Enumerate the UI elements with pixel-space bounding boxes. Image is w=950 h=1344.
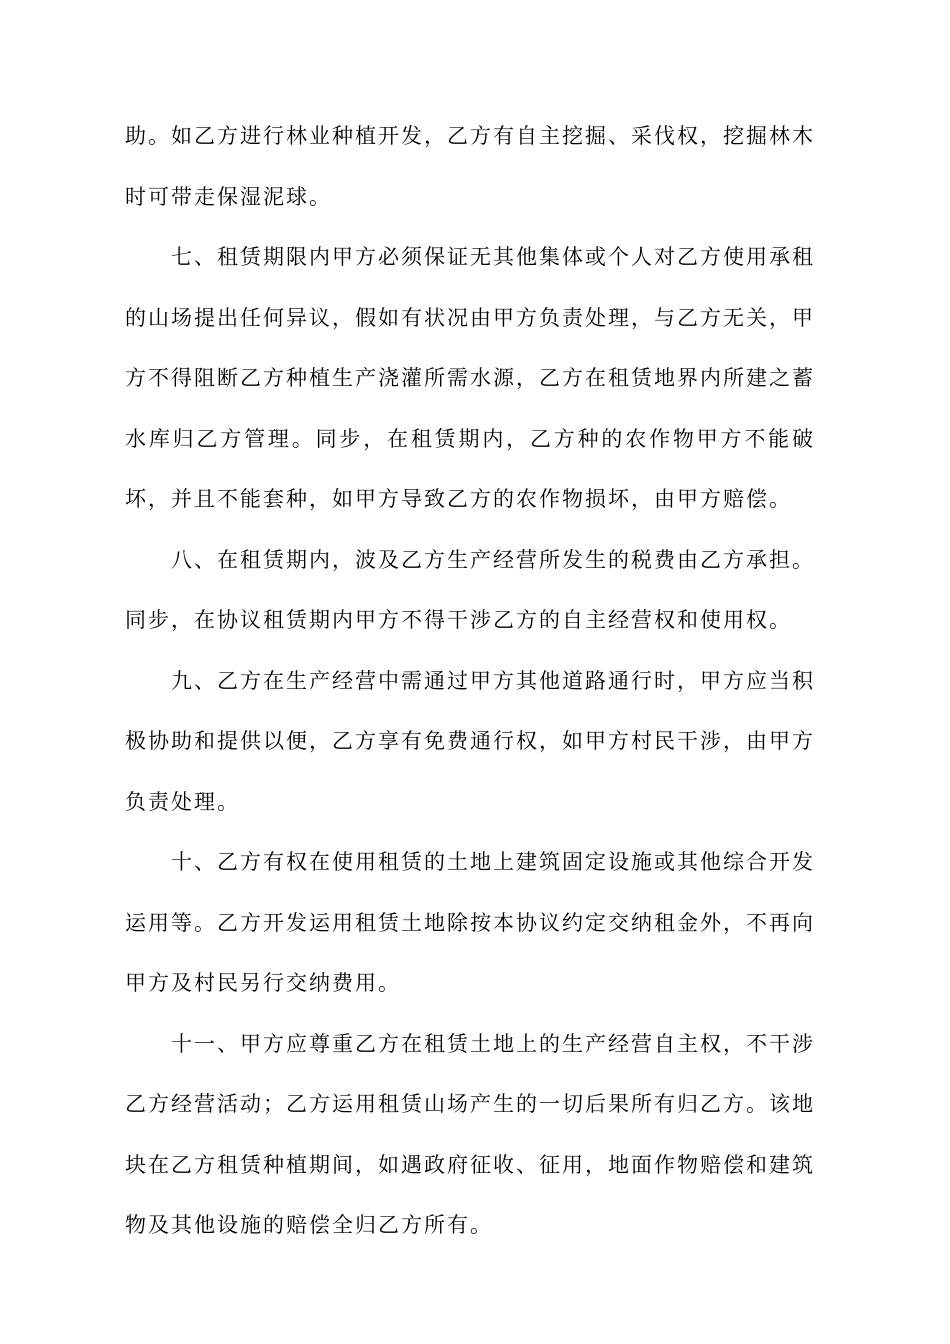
- clause-8: 八、在租赁期内，波及乙方生产经营所发生的税费由乙方承担。同步，在协议租赁期内甲方不得干涉乙方的自主经营权和使用权。: [125, 547, 815, 632]
- paragraph-continuation: 助。如乙方进行林业种植开发，乙方有自主挖掘、采伐权，挖掘林木时可带走保湿泥球。: [125, 124, 815, 209]
- clause-11: 十一、甲方应尊重乙方在租赁土地上的生产经营自主权，不干涉乙方经营活动；乙方运用租赁山场产生的一切后果所有归乙方。该地块在乙方租赁种植期间，如遇政府征收、征用，地面作物赔偿和建筑物及其他设施的赔偿全归乙方所有。: [125, 1031, 815, 1237]
- clause-7: 七、租赁期限内甲方必须保证无其他集体或个人对乙方使用承租的山场提出任何异议，假如有状况由甲方负责处理，与乙方无关，甲方不得阻断乙方种植生产浇灌所需水源，乙方在租赁地界内所建之蓄水库归乙方管理。同步，在租赁期内，乙方种的农作物甲方不能破坏，并且不能套种，如甲方导致乙方的农作物损坏，由甲方赔偿。: [125, 245, 815, 511]
- document-body: [125, 106, 815, 1256]
- clause-9: 九、乙方在生产经营中需通过甲方其他道路通行时，甲方应当积极协助和提供以便，乙方享有免费通行权，如甲方村民干涉，由甲方负责处理。: [125, 668, 815, 814]
- clause-10: 十、乙方有权在使用租赁的土地上建筑固定设施或其他综合开发运用等。乙方开发运用租赁土地除按本协议约定交纳租金外，不再向甲方及村民另行交纳费用。: [125, 850, 815, 995]
